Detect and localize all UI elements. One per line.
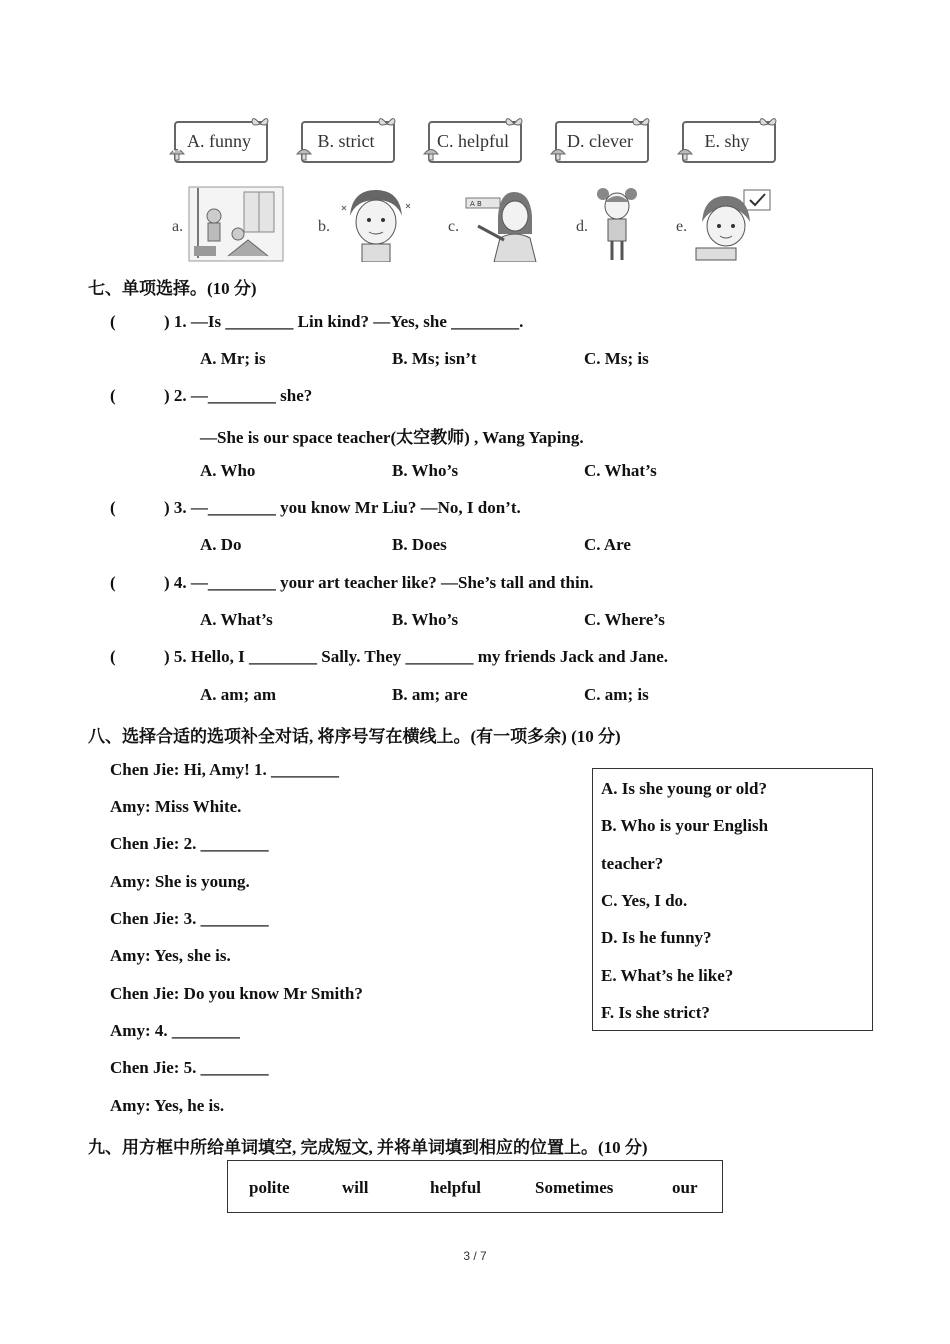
dialogue-option: C. Yes, I do. bbox=[601, 891, 688, 910]
mushroom-icon bbox=[549, 145, 567, 163]
dialogue-option: teacher? bbox=[601, 854, 664, 873]
dialogue-option: A. Is she young or old? bbox=[601, 779, 767, 798]
dialogue-line: Amy: She is young. bbox=[110, 872, 250, 891]
picture-letter-d: d. bbox=[576, 218, 588, 235]
word-bank-item: helpful bbox=[430, 1178, 482, 1197]
teacher-pointing-illustration bbox=[464, 186, 540, 262]
dialogue-line: Chen Jie: 2. ________ bbox=[110, 834, 269, 853]
label-text: A. funny bbox=[187, 131, 251, 151]
dialogue-option: B. Who is your English bbox=[601, 816, 769, 835]
word-label-d bbox=[549, 121, 645, 161]
mushroom-icon bbox=[168, 145, 186, 163]
svg-text:A B: A B bbox=[470, 200, 482, 208]
answer-paren[interactable]: ( bbox=[110, 498, 116, 517]
option-b: B. Who’s bbox=[392, 610, 459, 629]
question-stem: ) 3. —________ you know Mr Liu? —No, I don’t. bbox=[164, 498, 521, 517]
picture-letter-e: e. bbox=[676, 218, 688, 235]
dialogue-option: D. Is he funny? bbox=[601, 928, 712, 947]
question-stem: ) 2. —________ she? bbox=[164, 386, 313, 405]
butterfly-icon bbox=[758, 115, 778, 133]
dialogue-line: Amy: Yes, she is. bbox=[110, 946, 231, 965]
option-a: A. What’s bbox=[200, 610, 273, 629]
option-c: C. am; is bbox=[584, 685, 649, 704]
question-stem: ) 5. Hello, I ________ Sally. They ________ my friends Jack and Jane. bbox=[164, 647, 669, 666]
butterfly-icon bbox=[377, 115, 397, 133]
option-b: B. Ms; isn’t bbox=[392, 349, 477, 368]
option-c: C. What’s bbox=[584, 461, 657, 480]
option-a: A. am; am bbox=[200, 685, 277, 704]
label-text: B. strict bbox=[317, 131, 375, 151]
dialogue-line: Chen Jie: 3. ________ bbox=[110, 909, 269, 928]
word-bank-item: will bbox=[342, 1178, 369, 1197]
option-c: C. Are bbox=[584, 535, 631, 554]
label-text: D. clever bbox=[567, 131, 633, 151]
section-7-title: 七、单项选择。(10 分) bbox=[88, 279, 257, 298]
mushroom-icon bbox=[422, 145, 440, 163]
dialogue-line: Chen Jie: 5. ________ bbox=[110, 1058, 269, 1077]
word-bank-item: our bbox=[672, 1178, 698, 1197]
section-8-title: 八、选择合适的选项补全对话, 将序号写在横线上。(有一项多余) (10 分) bbox=[88, 727, 621, 746]
option-b: B. Who’s bbox=[392, 461, 459, 480]
question-stem: ) 1. —Is ________ Lin kind? —Yes, she ________. bbox=[164, 312, 524, 331]
dialogue-line: Chen Jie: Do you know Mr Smith? bbox=[110, 984, 363, 1003]
answer-paren[interactable]: ( bbox=[110, 647, 116, 666]
butterfly-icon bbox=[504, 115, 524, 133]
option-c: C. Where’s bbox=[584, 610, 665, 629]
option-b: B. am; are bbox=[392, 685, 468, 704]
boy-thinking-illustration bbox=[336, 186, 416, 262]
butterfly-icon bbox=[250, 115, 270, 133]
section-9-title: 九、用方框中所给单词填空, 完成短文, 并将单词填到相应的位置上。(10 分) bbox=[88, 1138, 648, 1157]
dialogue-line: Amy: 4. ________ bbox=[110, 1021, 240, 1040]
dialogue-option: F. Is she strict? bbox=[601, 1003, 710, 1022]
word-label-e bbox=[676, 121, 772, 161]
butterfly-icon bbox=[631, 115, 651, 133]
option-c: C. Ms; is bbox=[584, 349, 649, 368]
dialogue-line: Amy: Yes, he is. bbox=[110, 1096, 225, 1115]
dialogue-option: E. What’s he like? bbox=[601, 966, 734, 985]
answer-paren[interactable]: ( bbox=[110, 312, 116, 331]
mushroom-icon bbox=[295, 145, 313, 163]
option-a: A. Who bbox=[200, 461, 256, 480]
option-a: A. Do bbox=[200, 535, 242, 554]
word-label-b bbox=[295, 121, 391, 161]
word-label-c bbox=[422, 121, 518, 161]
word-label-a bbox=[168, 121, 264, 161]
mushroom-icon bbox=[676, 145, 694, 163]
picture-letter-b: b. bbox=[318, 218, 330, 235]
shy-girl-illustration bbox=[592, 186, 642, 262]
answer-paren[interactable]: ( bbox=[110, 573, 116, 592]
label-text: C. helpful bbox=[437, 131, 509, 151]
word-bank-item: polite bbox=[249, 1178, 290, 1197]
label-text: E. shy bbox=[704, 131, 750, 151]
picture-letter-a: a. bbox=[172, 218, 184, 235]
option-b: B. Does bbox=[392, 535, 447, 554]
page-number: 3 / 7 bbox=[463, 1249, 487, 1263]
dialogue-line: Chen Jie: Hi, Amy! 1. ________ bbox=[110, 760, 340, 779]
girl-with-checkmark-illustration bbox=[692, 186, 774, 262]
word-bank-item: Sometimes bbox=[535, 1178, 614, 1197]
messy-room-illustration bbox=[188, 186, 284, 262]
question-stem: ) 4. —________ your art teacher like? —She’s tall and thin. bbox=[164, 573, 594, 592]
option-a: A. Mr; is bbox=[200, 349, 266, 368]
question-extra-line: —She is our space teacher(太空教师) , Wang Yaping. bbox=[200, 428, 584, 447]
answer-paren[interactable]: ( bbox=[110, 386, 116, 405]
dialogue-line: Amy: Miss White. bbox=[110, 797, 242, 816]
picture-letter-c: c. bbox=[448, 218, 460, 235]
